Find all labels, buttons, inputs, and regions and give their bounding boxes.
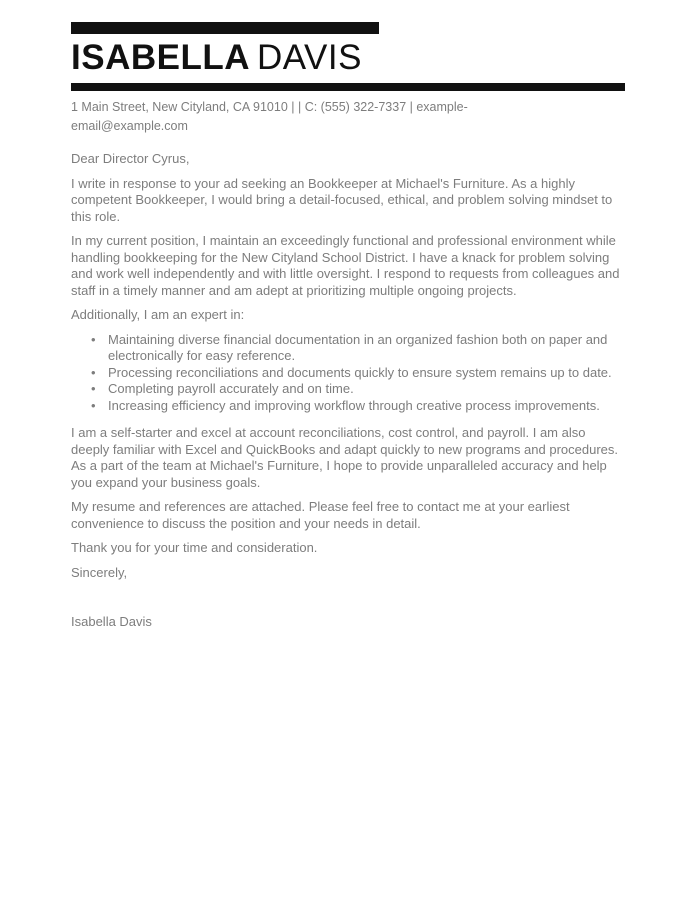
paragraph-intro: I write in response to your ad seeking an Bookkeeper at Michael's Furniture. As a highly competent Bookkeeper, I would bring a detail-focused, ethical, and problem solving mindset to this role. bbox=[71, 175, 613, 224]
candidate-first-name: ISABELLA bbox=[71, 38, 250, 77]
thank-you-line: Thank you for your time and consideration. bbox=[71, 540, 318, 555]
valediction: Sincerely, bbox=[71, 564, 128, 580]
contact-info bbox=[71, 98, 625, 136]
list-item: • Increasing efficiency and improving workflow through creative process improvements. bbox=[71, 398, 625, 415]
contact-line-1: 1 Main Street, New Cityland, CA 91010 | | C: (555) 322-7337 | example- bbox=[71, 100, 468, 114]
list-item: • Completing payroll accurately and on time. bbox=[71, 381, 625, 398]
salutation: Dear Director Cyrus, bbox=[71, 151, 190, 166]
bullet-list-intro: Additionally, I am an expert in: bbox=[71, 307, 245, 322]
paragraph-current-position: In my current position, I maintain an exceedingly functional and professional environment while handling bookkeeping for the New Cityland School District. I have a knack for problem solving and work well independently and with little oversight. I respond to requests from colleagues and staff in a timely manner and am adept at prioritizing multiple ongoing projects. bbox=[71, 233, 620, 298]
header-divider-bar bbox=[71, 83, 625, 91]
paragraph-resume-attached: My resume and references are attached. Please feel free to contact me at your earliest convenience to discuss the position and your needs in detail. bbox=[71, 499, 570, 531]
header-top-bar bbox=[71, 22, 379, 34]
letter-header bbox=[71, 22, 625, 136]
signature-name: Isabella Davis bbox=[71, 614, 152, 629]
list-item: • Processing reconciliations and documents quickly to ensure system remains up to date. bbox=[71, 365, 625, 382]
paragraph-skills: I am a self-starter and excel at account reconciliations, cost control, and payroll. I am also deeply familiar with Excel and QuickBooks and adapt quickly to new programs and procedures. As a part of the team at Michael's Furniture, I hope to provide unparalleled accuracy and help you expand your business goals. bbox=[71, 425, 619, 490]
contact-line-2: email@example.com bbox=[71, 119, 188, 133]
candidate-last-name: DAVIS bbox=[257, 38, 362, 77]
list-item: • Maintaining diverse financial documentation in an organized fashion both on paper and electronically for easy reference. bbox=[71, 332, 625, 365]
expertise-list bbox=[71, 332, 625, 415]
candidate-name bbox=[71, 38, 625, 78]
letter-body bbox=[71, 151, 625, 631]
